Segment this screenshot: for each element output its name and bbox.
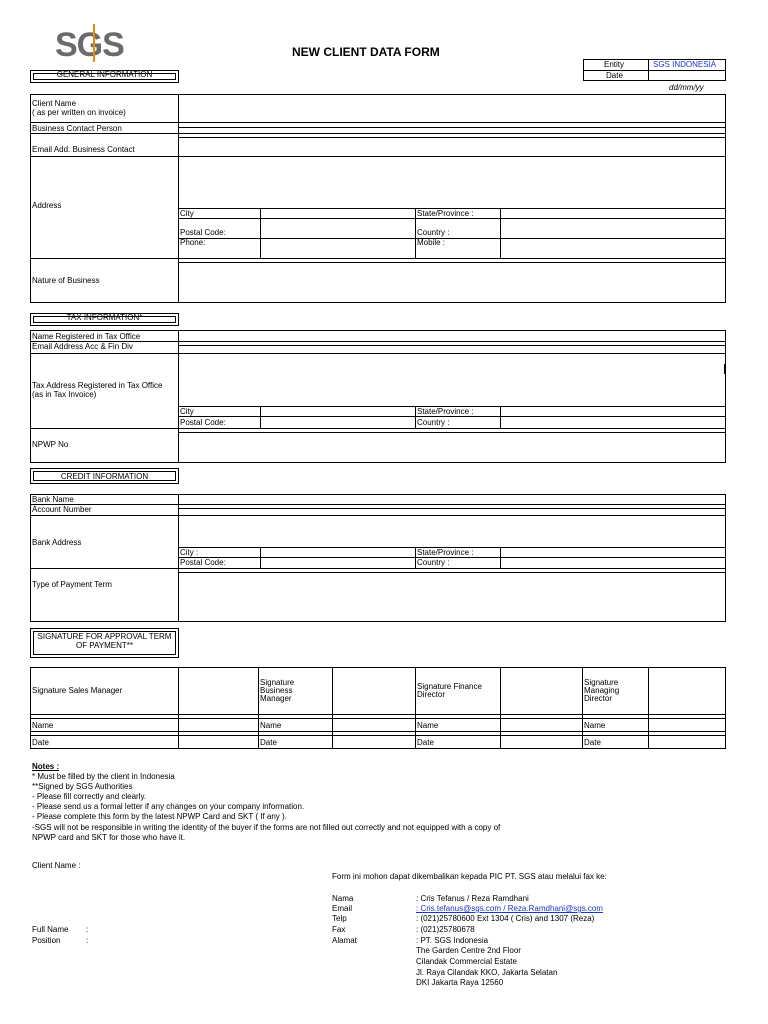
divider [260, 208, 261, 258]
divider [260, 547, 261, 568]
signature-heading-line1: SIGNATURE FOR APPROVAL TERM [37, 632, 172, 641]
note-line: **Signed by SGS Authorities [32, 782, 133, 791]
note-line: - Please send us a formal letter if any changes on your company information. [32, 802, 305, 811]
account-number-label: Account Number [32, 505, 92, 514]
signature-heading-line2: OF PAYMENT** [75, 640, 134, 650]
entity-label: Entity [604, 60, 625, 69]
divider [30, 714, 726, 715]
divider [30, 718, 726, 719]
city-label: City [180, 209, 194, 218]
email-business-input[interactable] [179, 138, 725, 155]
divider [260, 406, 261, 428]
divider [30, 735, 726, 736]
finance-date-label: Date [417, 738, 434, 747]
bank-state-label: State/Province : [417, 548, 474, 557]
managing-director-label-3: Director [584, 694, 613, 703]
business-manager-label-1: Signature [260, 678, 295, 687]
bank-postal-label: Postal Code: [180, 558, 226, 567]
finance-signature-input[interactable] [501, 668, 581, 713]
payment-term-input[interactable] [179, 573, 725, 621]
managing-director-label-1: Signature [584, 678, 619, 687]
tax-address-input[interactable] [179, 354, 725, 405]
signature-heading [30, 628, 179, 658]
client-name-note: ( as per written on invoice) [32, 108, 126, 117]
email-business-label: Email Add. Business Contact [32, 145, 135, 154]
tax-heading-text: TAX INFORMATION* [66, 313, 143, 322]
tax-postal-label: Postal Code: [180, 418, 226, 427]
sales-name-label: Name [32, 721, 54, 730]
alamat-label: Alamat [332, 936, 357, 945]
business-manager-label-3: Manager [260, 694, 292, 703]
tax-state-label: State/Province : [417, 407, 474, 416]
email-link[interactable]: : Cris.tefanus@sgs.com / Reza.Ramdhani@sgs.com [416, 904, 603, 913]
business-signature-input[interactable] [333, 668, 414, 713]
entity-value[interactable]: SGS INDONESIA [653, 60, 717, 69]
divider [30, 504, 726, 505]
alamat-line: Cilandak Commercial Estate [416, 957, 517, 966]
managing-name-label: Name [584, 721, 606, 730]
npwp-input[interactable] [179, 433, 725, 462]
client-name-label: Client Name [32, 99, 77, 108]
bank-address-label: Bank Address [32, 538, 82, 547]
alamat-line: Jl. Raya Cilandak KKO, Jakarta Selatan [416, 968, 558, 977]
tax-city-label: City [180, 407, 194, 416]
date-label: Date [606, 71, 623, 80]
general-heading-text: GENERAL INFORMATION [56, 70, 153, 79]
divider [178, 127, 726, 128]
telp-label: Telp [332, 914, 347, 923]
postal-label: Postal Code: [180, 228, 226, 237]
divider [415, 406, 416, 428]
logo-text: SGS [55, 26, 124, 64]
nama-value: : Cris Tefanus / Reza Ramdhani [416, 894, 529, 903]
fax-label: Fax [332, 925, 346, 934]
nama-label: Nama [332, 894, 354, 903]
nature-label: Nature of Business [32, 276, 100, 285]
page-title: NEW CLIENT DATA FORM [292, 45, 440, 59]
divider [258, 667, 259, 749]
nature-input[interactable] [179, 263, 725, 302]
note-line: * Must be filled by the client in Indonesia [32, 772, 175, 781]
business-name-label: Name [260, 721, 282, 730]
divider [30, 258, 726, 259]
general-heading [30, 70, 179, 83]
bank-address-input[interactable] [179, 516, 725, 546]
managing-date-label: Date [584, 738, 601, 747]
sales-date-label: Date [32, 738, 49, 747]
npwp-label: NPWP No [32, 440, 69, 449]
note-line: - Please complete this form by the latest NPWP Card and SKT ( If any ). [32, 812, 287, 821]
email-acc-input[interactable] [179, 346, 725, 353]
name-registered-input[interactable] [179, 331, 725, 341]
client-name-footer-label: Client Name : [32, 861, 81, 870]
sgs-logo [45, 24, 123, 66]
tax-country-label: Country : [417, 418, 450, 427]
email-label: Email [332, 904, 353, 913]
notes-heading: Notes : [32, 762, 60, 771]
business-manager-label-2: Business [260, 686, 293, 695]
date-format: dd/mm/yy [669, 83, 704, 92]
divider [500, 547, 501, 568]
divider [582, 667, 583, 749]
business-contact-input[interactable] [179, 123, 725, 127]
alamat-line: : PT. SGS Indonesia [416, 936, 489, 945]
finance-director-label-2: Director [417, 690, 446, 699]
divider [415, 208, 416, 258]
return-note: Form ini mohon dapat dikembalikan kepada PIC PT. SGS atau melalui fax ke: [332, 872, 607, 881]
client-name-input[interactable] [179, 95, 725, 121]
full-name-label: Full Name [32, 925, 69, 934]
tax-address-label: Tax Address Registered in Tax Office [32, 381, 163, 390]
phone-label: Phone: [180, 238, 206, 247]
address-input[interactable] [179, 157, 725, 207]
telp-value: : (021)25780600 Ext 1304 ( Cris) and 1307 (Reza) [416, 914, 595, 923]
finance-name-label: Name [417, 721, 439, 730]
name-registered-label: Name Registered in Tax Office [32, 332, 141, 341]
divider [30, 428, 726, 429]
note-line: NPWP card and SKT for those who have it. [32, 833, 186, 842]
credit-heading [30, 468, 179, 484]
divider [30, 731, 726, 732]
sales-signature-input[interactable] [179, 668, 257, 713]
business-contact-label: Business Contact Person [32, 124, 122, 133]
finance-director-label-1: Signature Finance [417, 682, 482, 691]
divider [415, 547, 416, 568]
note-line: -SGS will not be responsible in writing the identity of the buyer if the forms are not filled out correctly and not equipped with a copy of [32, 823, 501, 832]
divider [30, 133, 726, 134]
divider [30, 568, 726, 569]
managing-signature-input[interactable] [649, 668, 725, 713]
divider [648, 59, 649, 81]
bank-name-input[interactable] [179, 495, 725, 504]
alamat-line: DKI Jakarta Raya 12560 [416, 978, 504, 987]
address-label: Address [32, 201, 62, 210]
divider [583, 70, 726, 71]
tax-heading [30, 313, 179, 326]
divider [500, 208, 501, 258]
tax-address-note: (as in Tax Invoice) [32, 390, 97, 399]
divider [30, 341, 726, 342]
credit-heading-text: CREDIT INFORMATION [60, 472, 149, 481]
position-label: Position [32, 936, 61, 945]
sales-manager-label: Signature Sales Manager [32, 686, 123, 695]
email-acc-label: Email Address Acc & Fin Div [32, 342, 133, 351]
note-line: - Please fill correctly and clearly. [32, 792, 147, 801]
full-name-colon: : [86, 925, 89, 934]
payment-term-label: Type of Payment Term [32, 580, 112, 589]
fax-value: : (021)25780678 [416, 925, 475, 934]
divider [415, 667, 416, 749]
alamat-line: The Garden Centre 2nd Floor [416, 946, 521, 955]
managing-director-label-2: Managing [584, 686, 620, 695]
business-date-label: Date [260, 738, 277, 747]
account-number-input[interactable] [179, 509, 725, 515]
logo-accent [93, 24, 105, 62]
divider [500, 406, 501, 428]
mobile-label: Mobile : [417, 238, 446, 247]
state-label: State/Province : [417, 209, 474, 218]
position-colon: : [86, 936, 89, 945]
bank-country-label: Country : [417, 558, 450, 567]
country-label: Country : [417, 228, 450, 237]
bank-name-label: Bank Name [32, 495, 74, 504]
bank-city-label: City : [180, 548, 199, 557]
